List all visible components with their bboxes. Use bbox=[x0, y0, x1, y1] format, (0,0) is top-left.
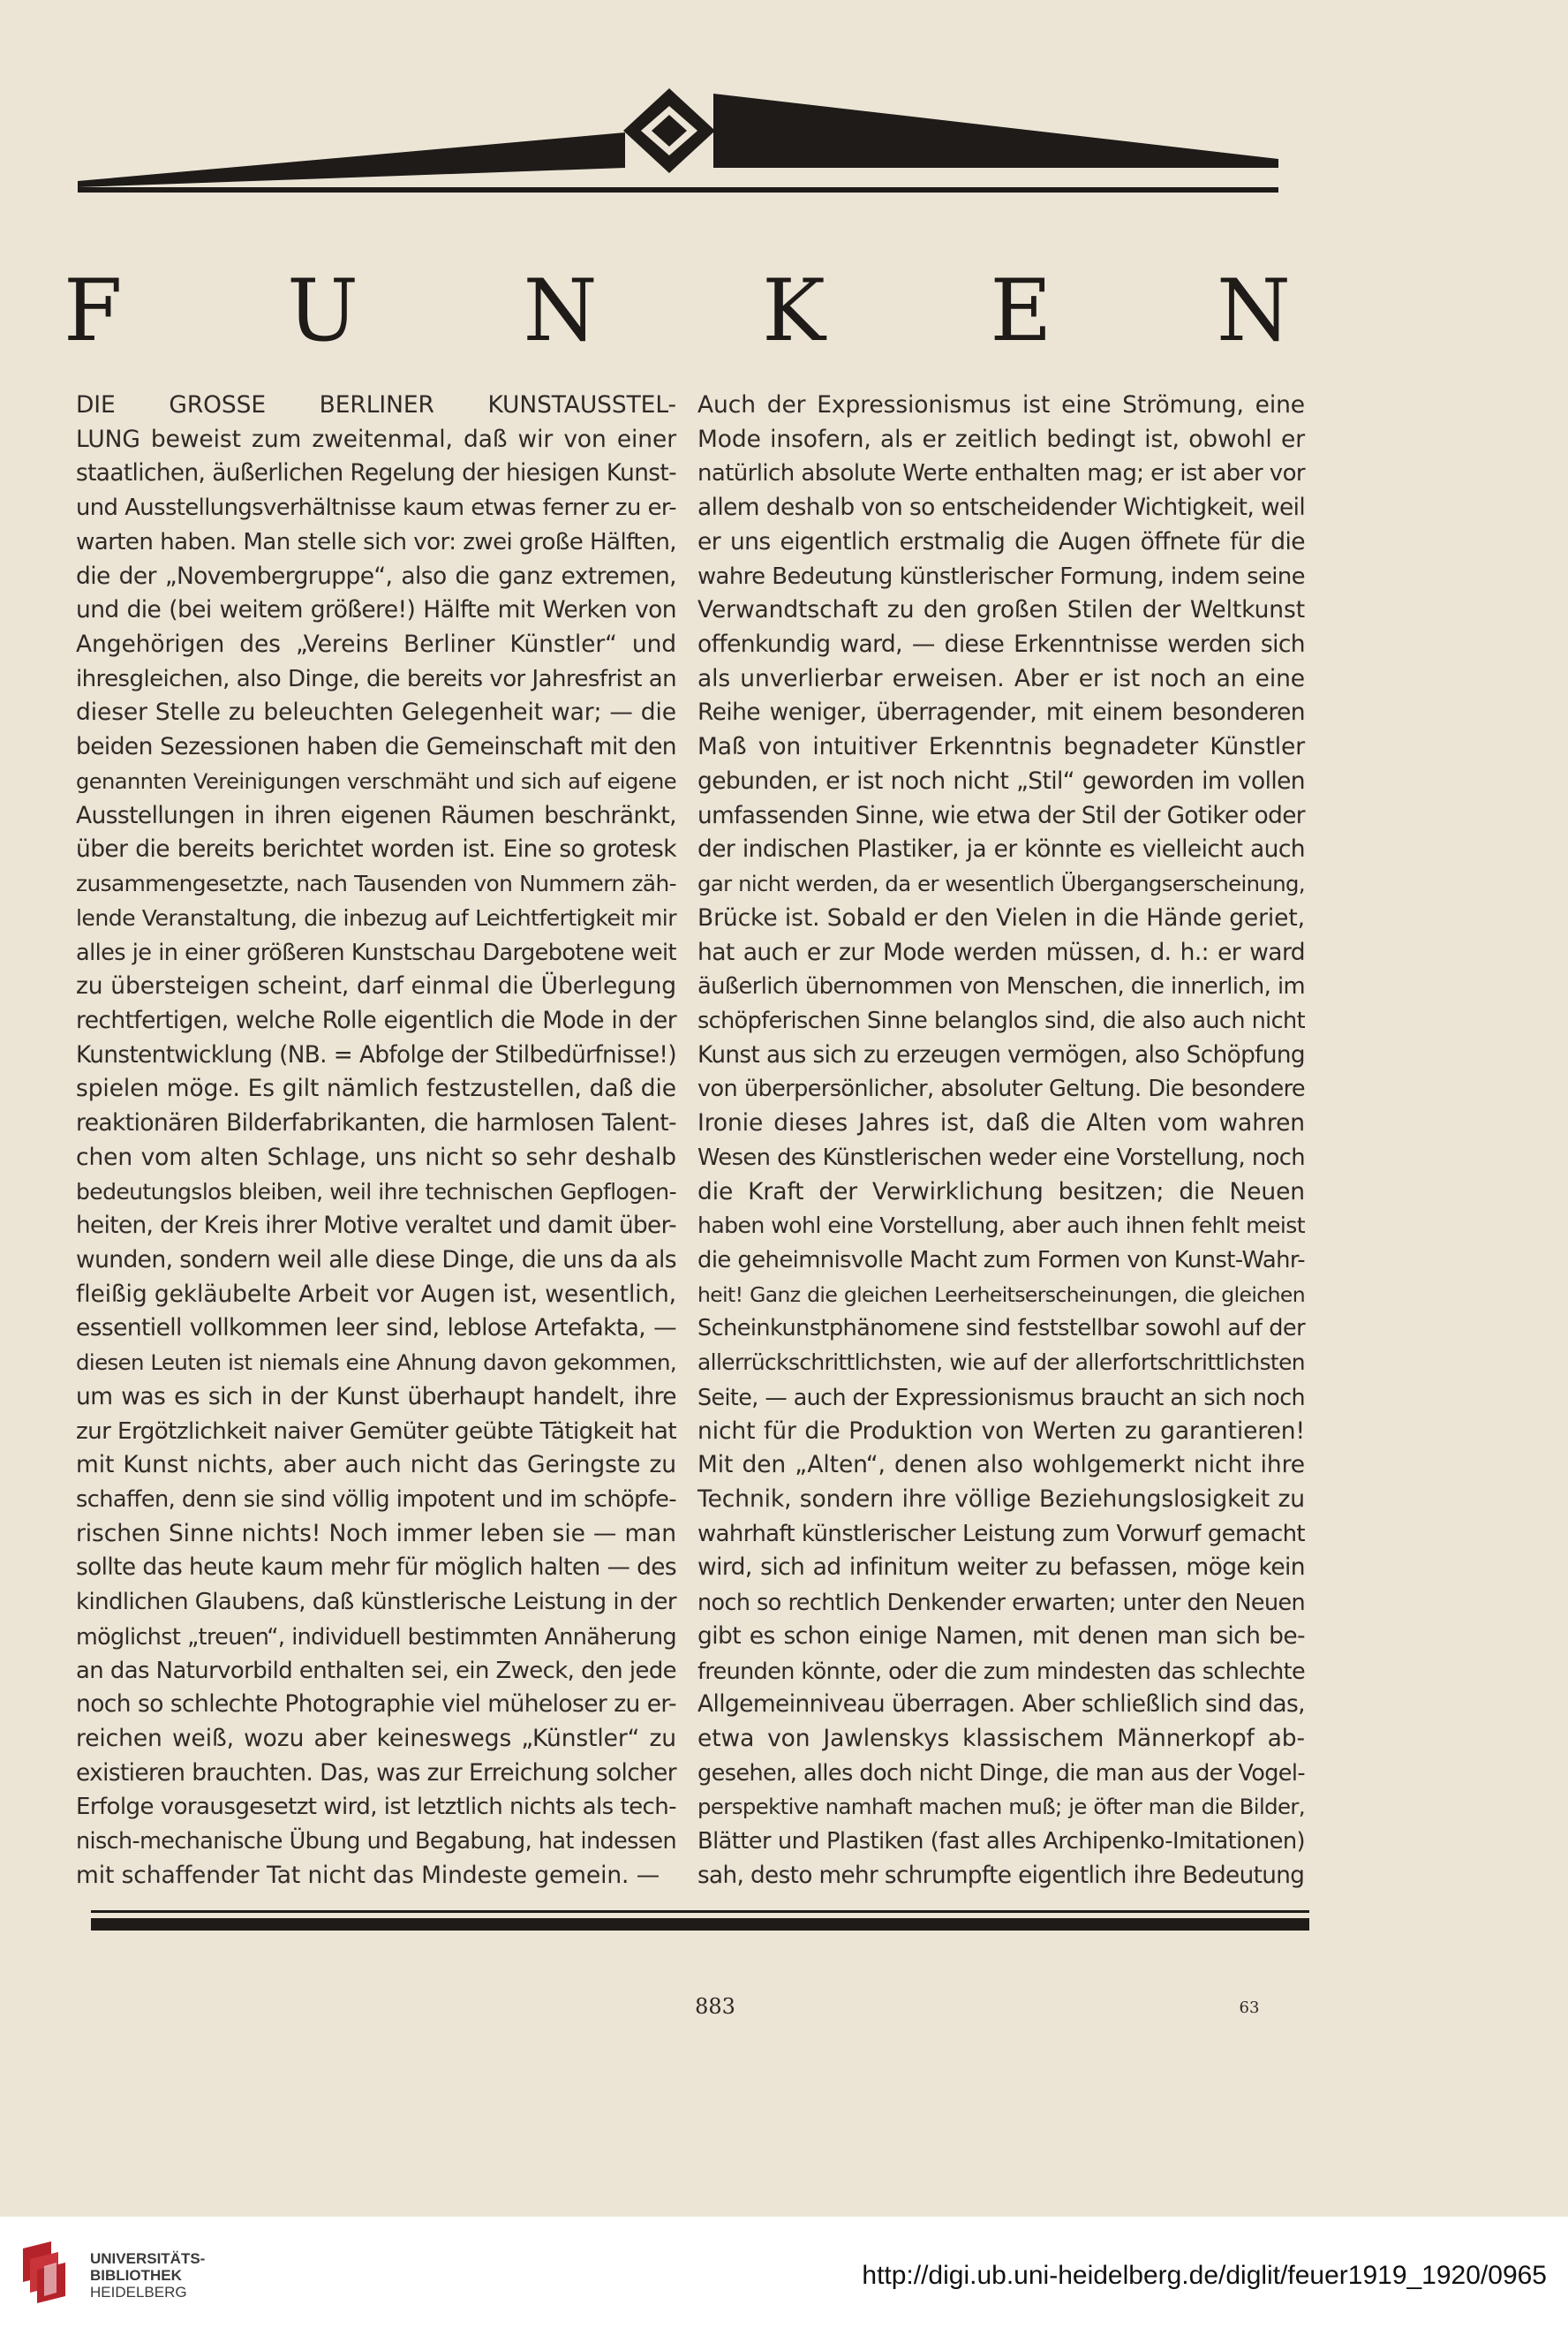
page-number: 883 bbox=[695, 1994, 735, 2019]
text-line: als unverlierbar erweisen. Aber er ist noch an eine bbox=[697, 664, 1305, 692]
text-line: mit Kunst nichts, aber auch nicht das Geringste zu bbox=[76, 1451, 676, 1479]
text-line: allerrückschrittlichsten, wie auf der allerfortschrittlichsten bbox=[697, 1349, 1305, 1376]
source-url-link[interactable]: http://digi.ub.uni-heidelberg.de/diglit/feuer1919_1920/0965 bbox=[862, 2261, 1547, 2290]
text-line: LUNG beweist zum zweitenmal, daß wir von einer bbox=[76, 425, 676, 453]
header-ornament bbox=[78, 88, 1278, 203]
text-line: er uns eigentlich erstmalig die Augen öffnete für die bbox=[697, 527, 1305, 555]
text-line: Kunst aus sich zu erzeugen vermögen, also Schöpfung bbox=[697, 1041, 1305, 1069]
library-name-line: HEIDELBERG bbox=[90, 2284, 187, 2301]
text-line: essentiell vollkommen leer sind, leblose Artefakta, — bbox=[76, 1314, 676, 1342]
text-line: gar nicht werden, da er wesentlich Übergangserscheinung, bbox=[697, 871, 1305, 897]
text-line: schöpferischen Sinne belanglos sind, die also auch nicht bbox=[697, 1007, 1305, 1034]
text-line: und die (bei weitem größere!) Hälfte mit Werken von bbox=[76, 596, 676, 624]
text-line: diesen Leuten ist niemals eine Ahnung davon gekommen, bbox=[76, 1349, 676, 1376]
left-text-column bbox=[76, 389, 676, 1893]
text-line: umfassenden Sinne, wie etwa der Stil der Gotiker oder bbox=[697, 802, 1305, 829]
text-line: freunden könnte, oder die zum mindesten das schlechte bbox=[697, 1657, 1305, 1684]
text-line: Kunstentwicklung (NB. = Abfolge der Stilbedürfnisse!) bbox=[76, 1041, 676, 1069]
text-line: zu übersteigen scheint, darf einmal die Überlegung bbox=[76, 972, 676, 1001]
text-line: der indischen Plastiker, ja er könnte es vielleicht auch bbox=[697, 835, 1305, 864]
text-line: etwa von Jawlenskys klassischem Männerkopf ab- bbox=[697, 1725, 1305, 1753]
text-line: schaffen, denn sie sind völlig impotent und im schöpfe- bbox=[76, 1486, 676, 1513]
title-letter: N bbox=[1216, 261, 1291, 360]
text-line: Reihe weniger, überragender, mit einem besonderen bbox=[697, 699, 1305, 727]
text-line: Erfolge vorausgesetzt wird, ist letztlich nichts als tech- bbox=[76, 1794, 676, 1821]
text-line: rechtfertigen, welche Rolle eigentlich die Mode in der bbox=[76, 1006, 676, 1034]
signature-mark: 63 bbox=[1239, 1999, 1260, 2017]
text-line: wunden, sondern weil alle diese Dinge, die uns da als bbox=[76, 1245, 676, 1273]
text-line: an das Naturvorbild enthalten sei, ein Zweck, den jede bbox=[76, 1657, 676, 1684]
text-line: gesehen, alles doch nicht Dinge, die man aus der Vogel- bbox=[697, 1759, 1305, 1787]
text-line: perspektive namhaft machen muß; je öfter man die Bilder, bbox=[697, 1794, 1305, 1820]
text-line: natürlich absolute Werte enthalten mag; er ist aber vor bbox=[697, 460, 1305, 487]
text-line: über die bereits berichtet worden ist. Eine so grotesk bbox=[76, 835, 676, 864]
text-line: äußerlich übernommen von Menschen, die innerlich, im bbox=[697, 973, 1305, 1001]
text-line: spielen möge. Es gilt nämlich festzustellen, daß die bbox=[76, 1075, 676, 1103]
text-line: die geheimnisvolle Macht zum Formen von Kunst-Wahr- bbox=[697, 1246, 1305, 1273]
text-line: gibt es schon einige Namen, mit denen man sich be- bbox=[697, 1621, 1305, 1650]
text-line: wird, sich ad infinitum weiter zu befassen, möge kein bbox=[697, 1553, 1305, 1582]
text-line: chen vom alten Schlage, uns nicht so sehr deshalb bbox=[76, 1143, 676, 1171]
text-line: beiden Sezessionen haben die Gemeinschaft mit den bbox=[76, 733, 676, 761]
text-line: Mode insofern, als er zeitlich bedingt ist, obwohl er bbox=[697, 425, 1305, 453]
text-line: ihresgleichen, also Dinge, die bereits vor Jahresfrist an bbox=[76, 665, 676, 692]
text-line: bedeutungslos bleiben, weil ihre technischen Gepflogen- bbox=[76, 1178, 676, 1205]
text-line: Ausstellungen in ihren eigenen Räumen beschränkt, bbox=[76, 801, 676, 829]
text-line: DIE GROSSE BERLINER KUNSTAUSSTEL- bbox=[76, 391, 676, 419]
library-logo-icon bbox=[18, 2240, 83, 2310]
text-line: nicht für die Produktion von Werten zu garantieren! bbox=[697, 1417, 1305, 1445]
text-line: reichen weiß, wozu aber keineswegs „Künstler“ zu bbox=[76, 1725, 676, 1753]
text-line: sollte das heute kaum mehr für möglich halten — des bbox=[76, 1554, 676, 1582]
text-line: allem deshalb von so entscheidender Wichtigkeit, weil bbox=[697, 494, 1306, 522]
text-line: fleißig gekläubelte Arbeit vor Augen ist, wesentlich, bbox=[76, 1280, 676, 1308]
text-line: Scheinkunstphänomene sind feststellbar sowohl auf der bbox=[697, 1315, 1305, 1342]
text-line: existieren brauchten. Das, was zur Erreichung solcher bbox=[76, 1759, 676, 1787]
text-line: zur Ergötzlichkeit naiver Gemüter geübte Tätigkeit hat bbox=[76, 1417, 676, 1445]
title-letter: N bbox=[523, 261, 598, 360]
text-line: wahrhaft künstlerischer Leistung zum Vorwurf gemacht bbox=[697, 1520, 1305, 1547]
text-line: warten haben. Man stelle sich vor: zwei große Hälften, bbox=[76, 528, 676, 555]
text-line: und Ausstellungsverhältnisse kaum etwas ferner zu er- bbox=[76, 495, 676, 522]
text-line: kindlichen Glaubens, daß künstlerische Leistung in der bbox=[76, 1589, 676, 1616]
text-line: die Kraft der Verwirklichung besitzen; die Neuen bbox=[697, 1177, 1305, 1205]
library-name bbox=[90, 2250, 205, 2301]
library-name-line: BIBLIOTHEK bbox=[90, 2267, 182, 2284]
text-line: sah, desto mehr schrumpfte eigentlich ihre Bedeutung bbox=[697, 1862, 1305, 1889]
right-text-column bbox=[697, 389, 1305, 1893]
text-line: um was es sich in der Kunst überhaupt handelt, ihre bbox=[76, 1382, 676, 1410]
text-line: die der „Novembergruppe“, also die ganz extremen, bbox=[76, 562, 676, 590]
bottom-rule-thin bbox=[91, 1910, 1309, 1913]
text-line: reaktionären Bilderfabrikanten, die harmlosen Talent- bbox=[76, 1109, 676, 1137]
title-letter: F bbox=[64, 261, 123, 360]
text-line: heiten, der Kreis ihrer Motive veraltet und damit über- bbox=[76, 1213, 676, 1240]
text-line: Blätter und Plastiken (fast alles Archipenko-Imitationen) bbox=[697, 1828, 1305, 1855]
text-line: alles je in einer größeren Kunstschau Dargebotene weit bbox=[76, 939, 676, 966]
text-line: gebunden, er ist noch nicht „Stil“ geworden im vollen bbox=[697, 767, 1305, 795]
text-line: genannten Vereinigungen verschmäht und sich auf eigene bbox=[76, 768, 676, 794]
text-line: Maß von intuitiver Erkenntnis begnadeter Künstler bbox=[697, 733, 1305, 761]
text-line: Technik, sondern ihre völlige Beziehungslosigkeit zu bbox=[697, 1485, 1305, 1513]
text-line: dieser Stelle zu beleuchten Gelegenheit war; — die bbox=[76, 699, 676, 727]
footer-bar bbox=[0, 2217, 1568, 2335]
library-name-line: UNIVERSITÄTS- bbox=[90, 2250, 206, 2267]
text-line: von überpersönlicher, absoluter Geltung. Die besondere bbox=[697, 1076, 1305, 1103]
text-line: möglichst „treuen“, individuell bestimmten Annäherung bbox=[76, 1622, 676, 1650]
text-line: zusammengesetzte, nach Tausenden von Nummern zäh- bbox=[76, 871, 676, 897]
title-letter: K bbox=[762, 261, 825, 360]
text-line: wahre Bedeutung künstlerischer Formung, indem seine bbox=[697, 563, 1305, 590]
text-line: Angehörigen des „Vereins Berliner Künstler“ und bbox=[76, 631, 676, 659]
text-line: Seite, — auch der Expressionismus braucht an sich noch bbox=[697, 1383, 1305, 1410]
text-line: nisch-mechanische Übung und Begabung, hat indessen bbox=[76, 1828, 676, 1855]
text-line: Ironie dieses Jahres ist, daß die Alten vom wahren bbox=[697, 1109, 1305, 1137]
text-line: noch so rechtlich Denkender erwarten; unter den Neuen bbox=[697, 1589, 1305, 1616]
text-line: Mit den „Alten“, denen also wohlgemerkt nicht ihre bbox=[697, 1451, 1305, 1479]
page-title bbox=[64, 258, 1291, 364]
text-line: haben wohl eine Vorstellung, aber auch ihnen fehlt meist bbox=[697, 1213, 1305, 1239]
text-line: Allgemeinniveau überragen. Aber schließlich sind das, bbox=[697, 1690, 1305, 1719]
text-line: Wesen des Künstlerischen weder eine Vorstellung, noch bbox=[697, 1144, 1305, 1171]
title-letter: E bbox=[990, 261, 1052, 360]
bottom-rule-thick bbox=[91, 1918, 1309, 1931]
text-line: heit! Ganz die gleichen Leerheitserscheinungen, die gleichen bbox=[697, 1281, 1305, 1307]
text-line: Auch der Expressionismus ist eine Strömung, eine bbox=[697, 391, 1305, 419]
text-line: hat auch er zur Mode werden müssen, d. h.: er ward bbox=[697, 938, 1305, 966]
text-line: mit schaffender Tat nicht das Mindeste gemein. — bbox=[76, 1861, 660, 1889]
text-line: Brücke ist. Sobald er den Vielen in die Hände geriet, bbox=[697, 903, 1305, 932]
text-line: offenkundig ward, — diese Erkenntnisse werden sich bbox=[697, 631, 1305, 659]
text-line: staatlichen, äußerlichen Regelung der hiesigen Kunst- bbox=[76, 460, 676, 487]
title-letter: U bbox=[287, 261, 359, 360]
text-line: noch so schlechte Photographie viel müheloser zu er- bbox=[76, 1690, 676, 1719]
text-line: Verwandtschaft zu den großen Stilen der Weltkunst bbox=[697, 596, 1305, 624]
text-line: rischen Sinne nichts! Noch immer leben sie — man bbox=[76, 1519, 676, 1547]
text-line: lende Veranstaltung, die inbezug auf Leichtfertigkeit mir bbox=[76, 904, 676, 931]
